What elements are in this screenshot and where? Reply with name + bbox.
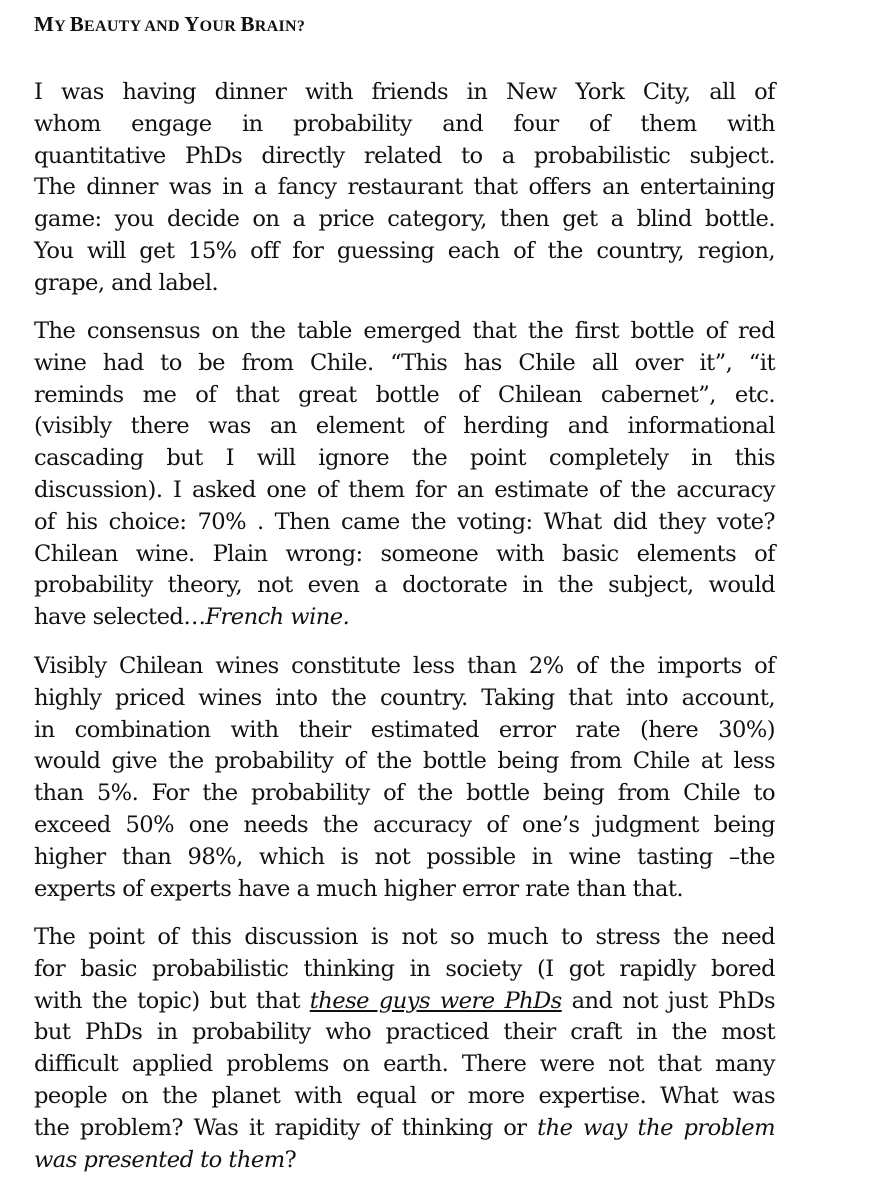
- heading-initial-2: B: [69, 12, 84, 36]
- section-heading: [34, 11, 305, 40]
- text-segment: ?: [284, 1146, 297, 1173]
- heading-smallcaps-1: Y: [54, 18, 70, 35]
- underlined-italic-text: these guys were PhDs: [309, 987, 562, 1014]
- text-segment: have selected…: [34, 604, 206, 631]
- text-line: The point of this discussion is not so much to stress the need: [34, 924, 775, 950]
- paragraph-consensus: [34, 316, 775, 634]
- text-line: but PhDs in probability who practiced their craft in the most: [34, 1019, 775, 1046]
- text-line: grape, and label.: [34, 269, 219, 296]
- text-line: The dinner was in a fancy restaurant that offers an entertaining: [34, 174, 775, 201]
- text-line: in combination with their estimated error rate (here 30%): [34, 716, 775, 743]
- heading-smallcaps-4: RAIN?: [254, 18, 306, 35]
- heading-smallcaps-2: EAUTY AND: [84, 18, 185, 35]
- text-line: discussion). I asked one of them for an estimate of the accuracy: [34, 476, 775, 503]
- text-line: You will get 15% off for guessing each of the country, region,: [34, 237, 775, 264]
- text-line: [34, 986, 775, 1018]
- heading-initial-4: B: [240, 12, 255, 36]
- text-line: The consensus on the table emerged that the first bottle of red: [34, 318, 775, 344]
- paragraph-dinner: [34, 77, 775, 300]
- text-line: exceed 50% one needs the accuracy of one’s judgment being: [34, 811, 775, 838]
- text-line: game: you decide on a price category, then get a blind bottle.: [34, 206, 775, 233]
- text-line: I was having dinner with friends in New York City, all of: [34, 79, 775, 105]
- paragraph-probability: [34, 651, 775, 905]
- text-line: higher than 98%, which is not possible in wine tasting –the: [34, 843, 775, 870]
- text-line: [34, 602, 775, 634]
- text-line: experts of experts have a much higher error rate than that.: [34, 875, 684, 902]
- heading-initial-1: M: [34, 12, 55, 36]
- text-line: wine had to be from Chile. “This has Chile all over it”, “it: [34, 349, 775, 376]
- heading-smallcaps-3: OUR: [199, 18, 241, 35]
- text-line: reminds me of that great bottle of Chilean cabernet”, etc.: [34, 381, 775, 408]
- italic-text: the way the problem: [537, 1114, 775, 1141]
- italic-text: French wine.: [205, 604, 350, 631]
- text-line: (visibly there was an element of herding and informational: [34, 413, 775, 440]
- text-line: Chilean wine. Plain wrong: someone with basic elements of: [34, 540, 775, 567]
- text-line: cascading but I will ignore the point completely in this: [34, 445, 775, 472]
- text-line: [34, 1113, 775, 1145]
- paragraph-point: [34, 922, 775, 1176]
- text-segment: the problem? Was it rapidity of thinking or: [34, 1114, 538, 1141]
- text-line: difficult applied problems on earth. There were not that many: [34, 1051, 775, 1078]
- text-line: Visibly Chilean wines constitute less than 2% of the imports of: [34, 653, 775, 679]
- text-line: highly priced wines into the country. Taking that into account,: [34, 684, 775, 711]
- heading-initial-3: Y: [184, 12, 200, 36]
- text-line: would give the probability of the bottle being from Chile at less: [34, 748, 775, 775]
- text-line: of his choice: 70% . Then came the voting: What did they vote?: [34, 508, 775, 535]
- italic-text: was presented to them: [34, 1146, 285, 1173]
- text-line: people on the planet with equal or more expertise. What was: [34, 1082, 775, 1109]
- text-line: quantitative PhDs directly related to a probabilistic subject.: [34, 142, 775, 169]
- text-line: for basic probabilistic thinking in society (I got rapidly bored: [34, 955, 775, 982]
- text-line: than 5%. For the probability of the bottle being from Chile to: [34, 780, 775, 807]
- text-line: [34, 1145, 775, 1177]
- text-segment: with the topic) but that: [34, 987, 310, 1014]
- text-line: whom engage in probability and four of them with: [34, 110, 775, 137]
- text-segment: and not just PhDs: [561, 987, 775, 1014]
- text-line: probability theory, not even a doctorate in the subject, would: [34, 572, 775, 599]
